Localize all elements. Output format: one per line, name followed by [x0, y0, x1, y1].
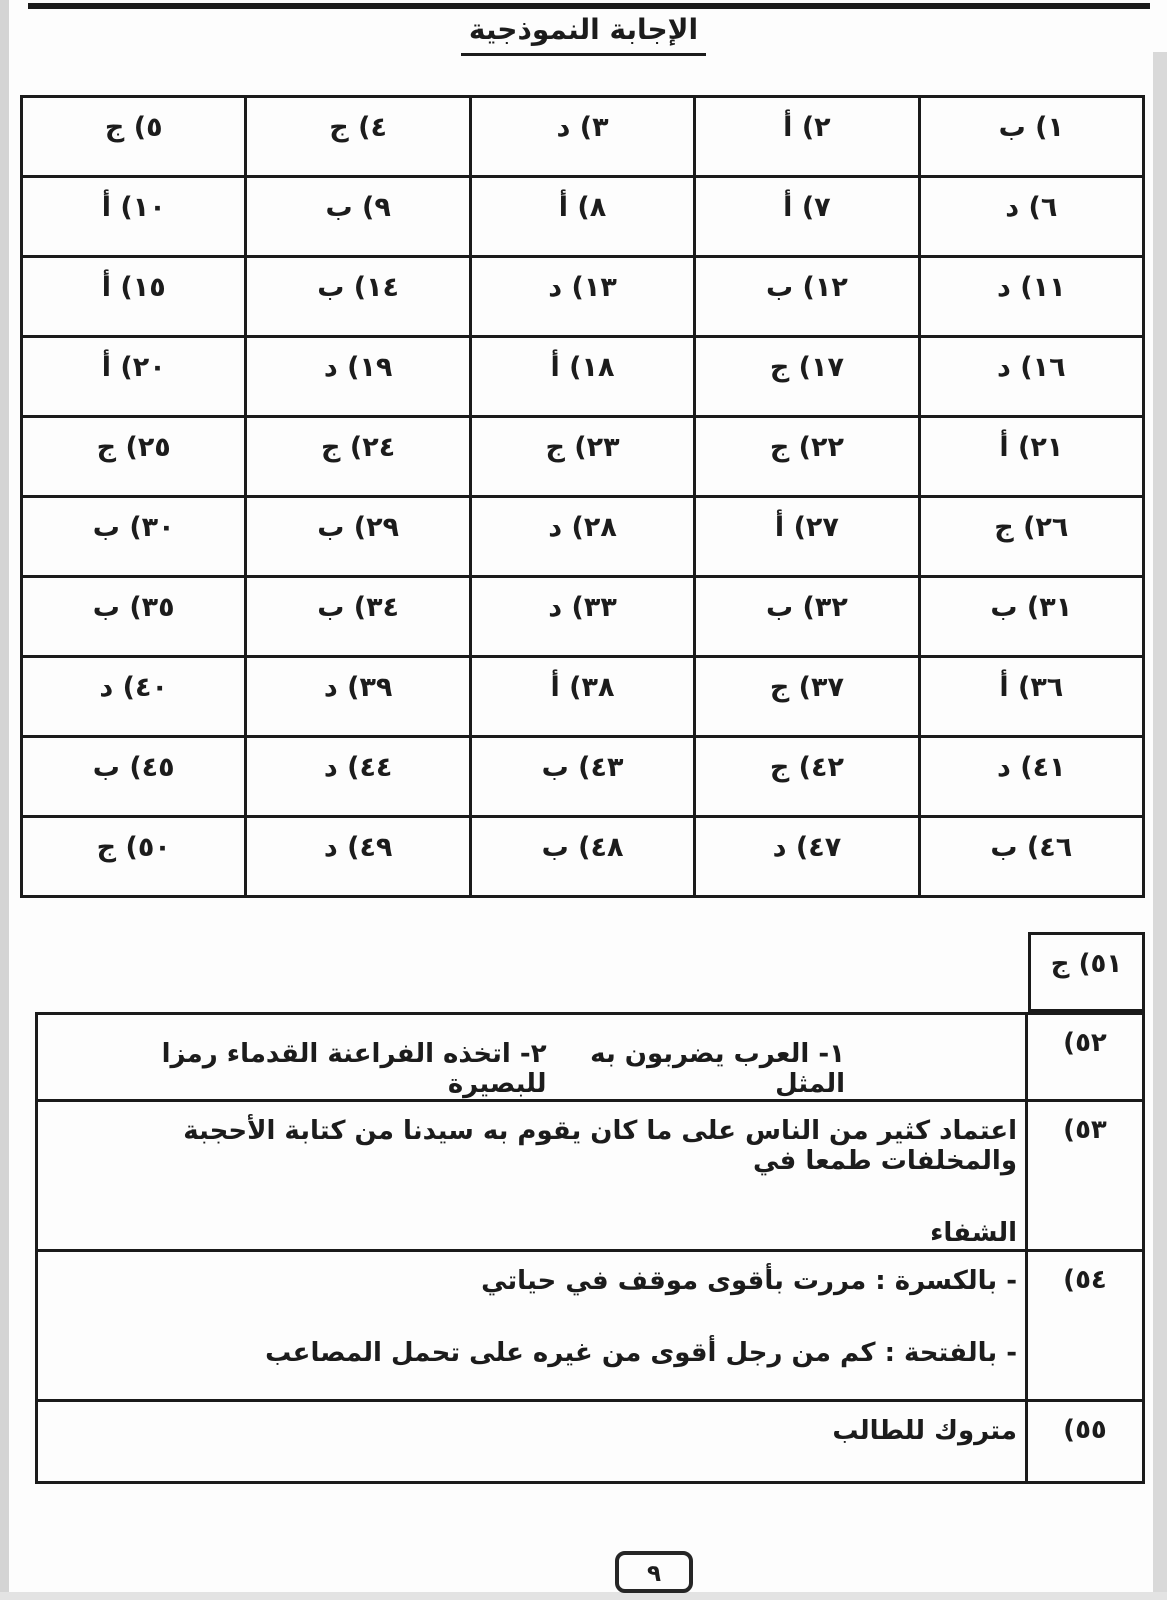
- q51-cell: [1028, 932, 1145, 1012]
- answer-cell: ٣٨) أ: [470, 657, 694, 737]
- answer-cell: ٧) أ: [695, 177, 919, 257]
- answer-cell: ٤٠) د: [22, 657, 246, 737]
- answer-cell: ٢٥) ج: [22, 417, 246, 497]
- essay-row-52: [37, 1014, 1144, 1101]
- answer-cell-55: [37, 1401, 1027, 1483]
- scan-edge-bottom: [0, 1592, 1167, 1600]
- answer-row: [22, 737, 1144, 817]
- answer-cell: ٣٦) أ: [919, 657, 1143, 737]
- answer-cell: ٤١) د: [919, 737, 1143, 817]
- answer-cell: ٢٤) ج: [246, 417, 470, 497]
- answer-cell: ٣٣) د: [470, 577, 694, 657]
- answer-cell: ٤٤) د: [246, 737, 470, 817]
- answer-cell: ٣١) ب: [919, 577, 1143, 657]
- answer-cell-53: [37, 1101, 1027, 1251]
- answer-line-2: - بالفتحة : كم من رجل أقوى من غيره على تحمل المصاعب: [265, 1338, 1017, 1368]
- answer-row: [22, 577, 1144, 657]
- answer-cell: ٤٩) د: [246, 817, 470, 897]
- answer-cell: ١٤) ب: [246, 257, 470, 337]
- question-number-52: ٥٢): [1027, 1014, 1144, 1101]
- answer-cell: ٣٥) ب: [22, 577, 246, 657]
- answer-cell: ١) ب: [919, 97, 1143, 177]
- answer-pair: [48, 1015, 1017, 1099]
- answer-cell: ٣٩) د: [246, 657, 470, 737]
- question-number-54: ٥٤): [1027, 1251, 1144, 1401]
- page-title: الإجابة النموذجية: [461, 13, 706, 56]
- answer-cell: ١١) د: [919, 257, 1143, 337]
- answer-cell: ٣٤) ب: [246, 577, 470, 657]
- answer-cell: ٥) ج: [22, 97, 246, 177]
- answer-row: [22, 257, 1144, 337]
- answer-cell: ١٠) أ: [22, 177, 246, 257]
- answer-cell: ٥٠) ج: [22, 817, 246, 897]
- answer-cell: ٢) أ: [695, 97, 919, 177]
- answer-cell: ١٨) أ: [470, 337, 694, 417]
- answer-cell: ٢٣) ج: [470, 417, 694, 497]
- answer-cell: ٢٧) أ: [695, 497, 919, 577]
- answer-cell: ٢٦) ج: [919, 497, 1143, 577]
- answer-cell: ٢١) أ: [919, 417, 1143, 497]
- answer-cell: ١٣) د: [470, 257, 694, 337]
- answer-cell: ٨) أ: [470, 177, 694, 257]
- answer-row: [22, 97, 1144, 177]
- answer-cell: ١٩) د: [246, 337, 470, 417]
- scan-edge-right: [1153, 52, 1167, 1600]
- answers-table-body: [22, 97, 1144, 897]
- answer-cell: ١٦) د: [919, 337, 1143, 417]
- answer-cell: ٤٥) ب: [22, 737, 246, 817]
- answer-cell: ٤٨) ب: [470, 817, 694, 897]
- essay-table: [35, 1012, 1145, 1484]
- answer-cell: ٤٣) ب: [470, 737, 694, 817]
- essay-row-53: [37, 1101, 1144, 1251]
- q51-answer: ٥١) ج: [1050, 949, 1123, 979]
- answer-cell: ٢٢) ج: [695, 417, 919, 497]
- answer-cell: ٢٨) د: [470, 497, 694, 577]
- answer-cell: ٢٩) ب: [246, 497, 470, 577]
- answer-row: [22, 497, 1144, 577]
- answer-line-1: متروك للطالب: [832, 1416, 1017, 1446]
- title-area: [0, 13, 1167, 56]
- answer-row: [22, 337, 1144, 417]
- answer-cell: ١٥) أ: [22, 257, 246, 337]
- answer-cell: ٩) ب: [246, 177, 470, 257]
- answer-cell: ٤٢) ج: [695, 737, 919, 817]
- answer-cell: ٤٧) د: [695, 817, 919, 897]
- answer-cell: ١٧) ج: [695, 337, 919, 417]
- answer-cell: ٢٠) أ: [22, 337, 246, 417]
- answer-line-1: - بالكسرة : مررت بأقوى موقف في حياتي: [481, 1266, 1017, 1296]
- answer-row: [22, 417, 1144, 497]
- question-number-55: ٥٥): [1027, 1401, 1144, 1483]
- answer-cell: ٤٦) ب: [919, 817, 1143, 897]
- answer-cell: ٣) د: [470, 97, 694, 177]
- answer-line-2: الشفاء: [930, 1218, 1017, 1248]
- answer-row: [22, 817, 1144, 897]
- essay-row-55: [37, 1401, 1144, 1483]
- answers-table: [20, 95, 1145, 898]
- answer-row: [22, 177, 1144, 257]
- answer-cell: ٣٠) ب: [22, 497, 246, 577]
- answer-cell: ١٢) ب: [695, 257, 919, 337]
- answer-line-1: اعتماد كثير من الناس على ما كان يقوم به سيدنا من كتابة الأحجبة والمخلفات طمعا في: [183, 1116, 1017, 1176]
- question-number-53: ٥٣): [1027, 1101, 1144, 1251]
- essay-row-54: [37, 1251, 1144, 1401]
- page-number-box: [615, 1551, 693, 1593]
- page-number: ٩: [646, 1561, 662, 1587]
- scan-edge-left: [0, 0, 9, 1600]
- answer-cell: ٤) ج: [246, 97, 470, 177]
- answer-row: [22, 657, 1144, 737]
- answer-cell-52: [37, 1014, 1027, 1101]
- answer-part-1: ١- العرب يضربون به المثل: [590, 1039, 845, 1099]
- answer-cell-54: [37, 1251, 1027, 1401]
- answer-cell: ٣٢) ب: [695, 577, 919, 657]
- answer-cell: ٦) د: [919, 177, 1143, 257]
- answer-cell: ٣٧) ج: [695, 657, 919, 737]
- top-rule: [28, 3, 1150, 9]
- answer-part-2: ٢- اتخذه الفراعنة القدماء رمزا للبصيرة: [161, 1039, 547, 1099]
